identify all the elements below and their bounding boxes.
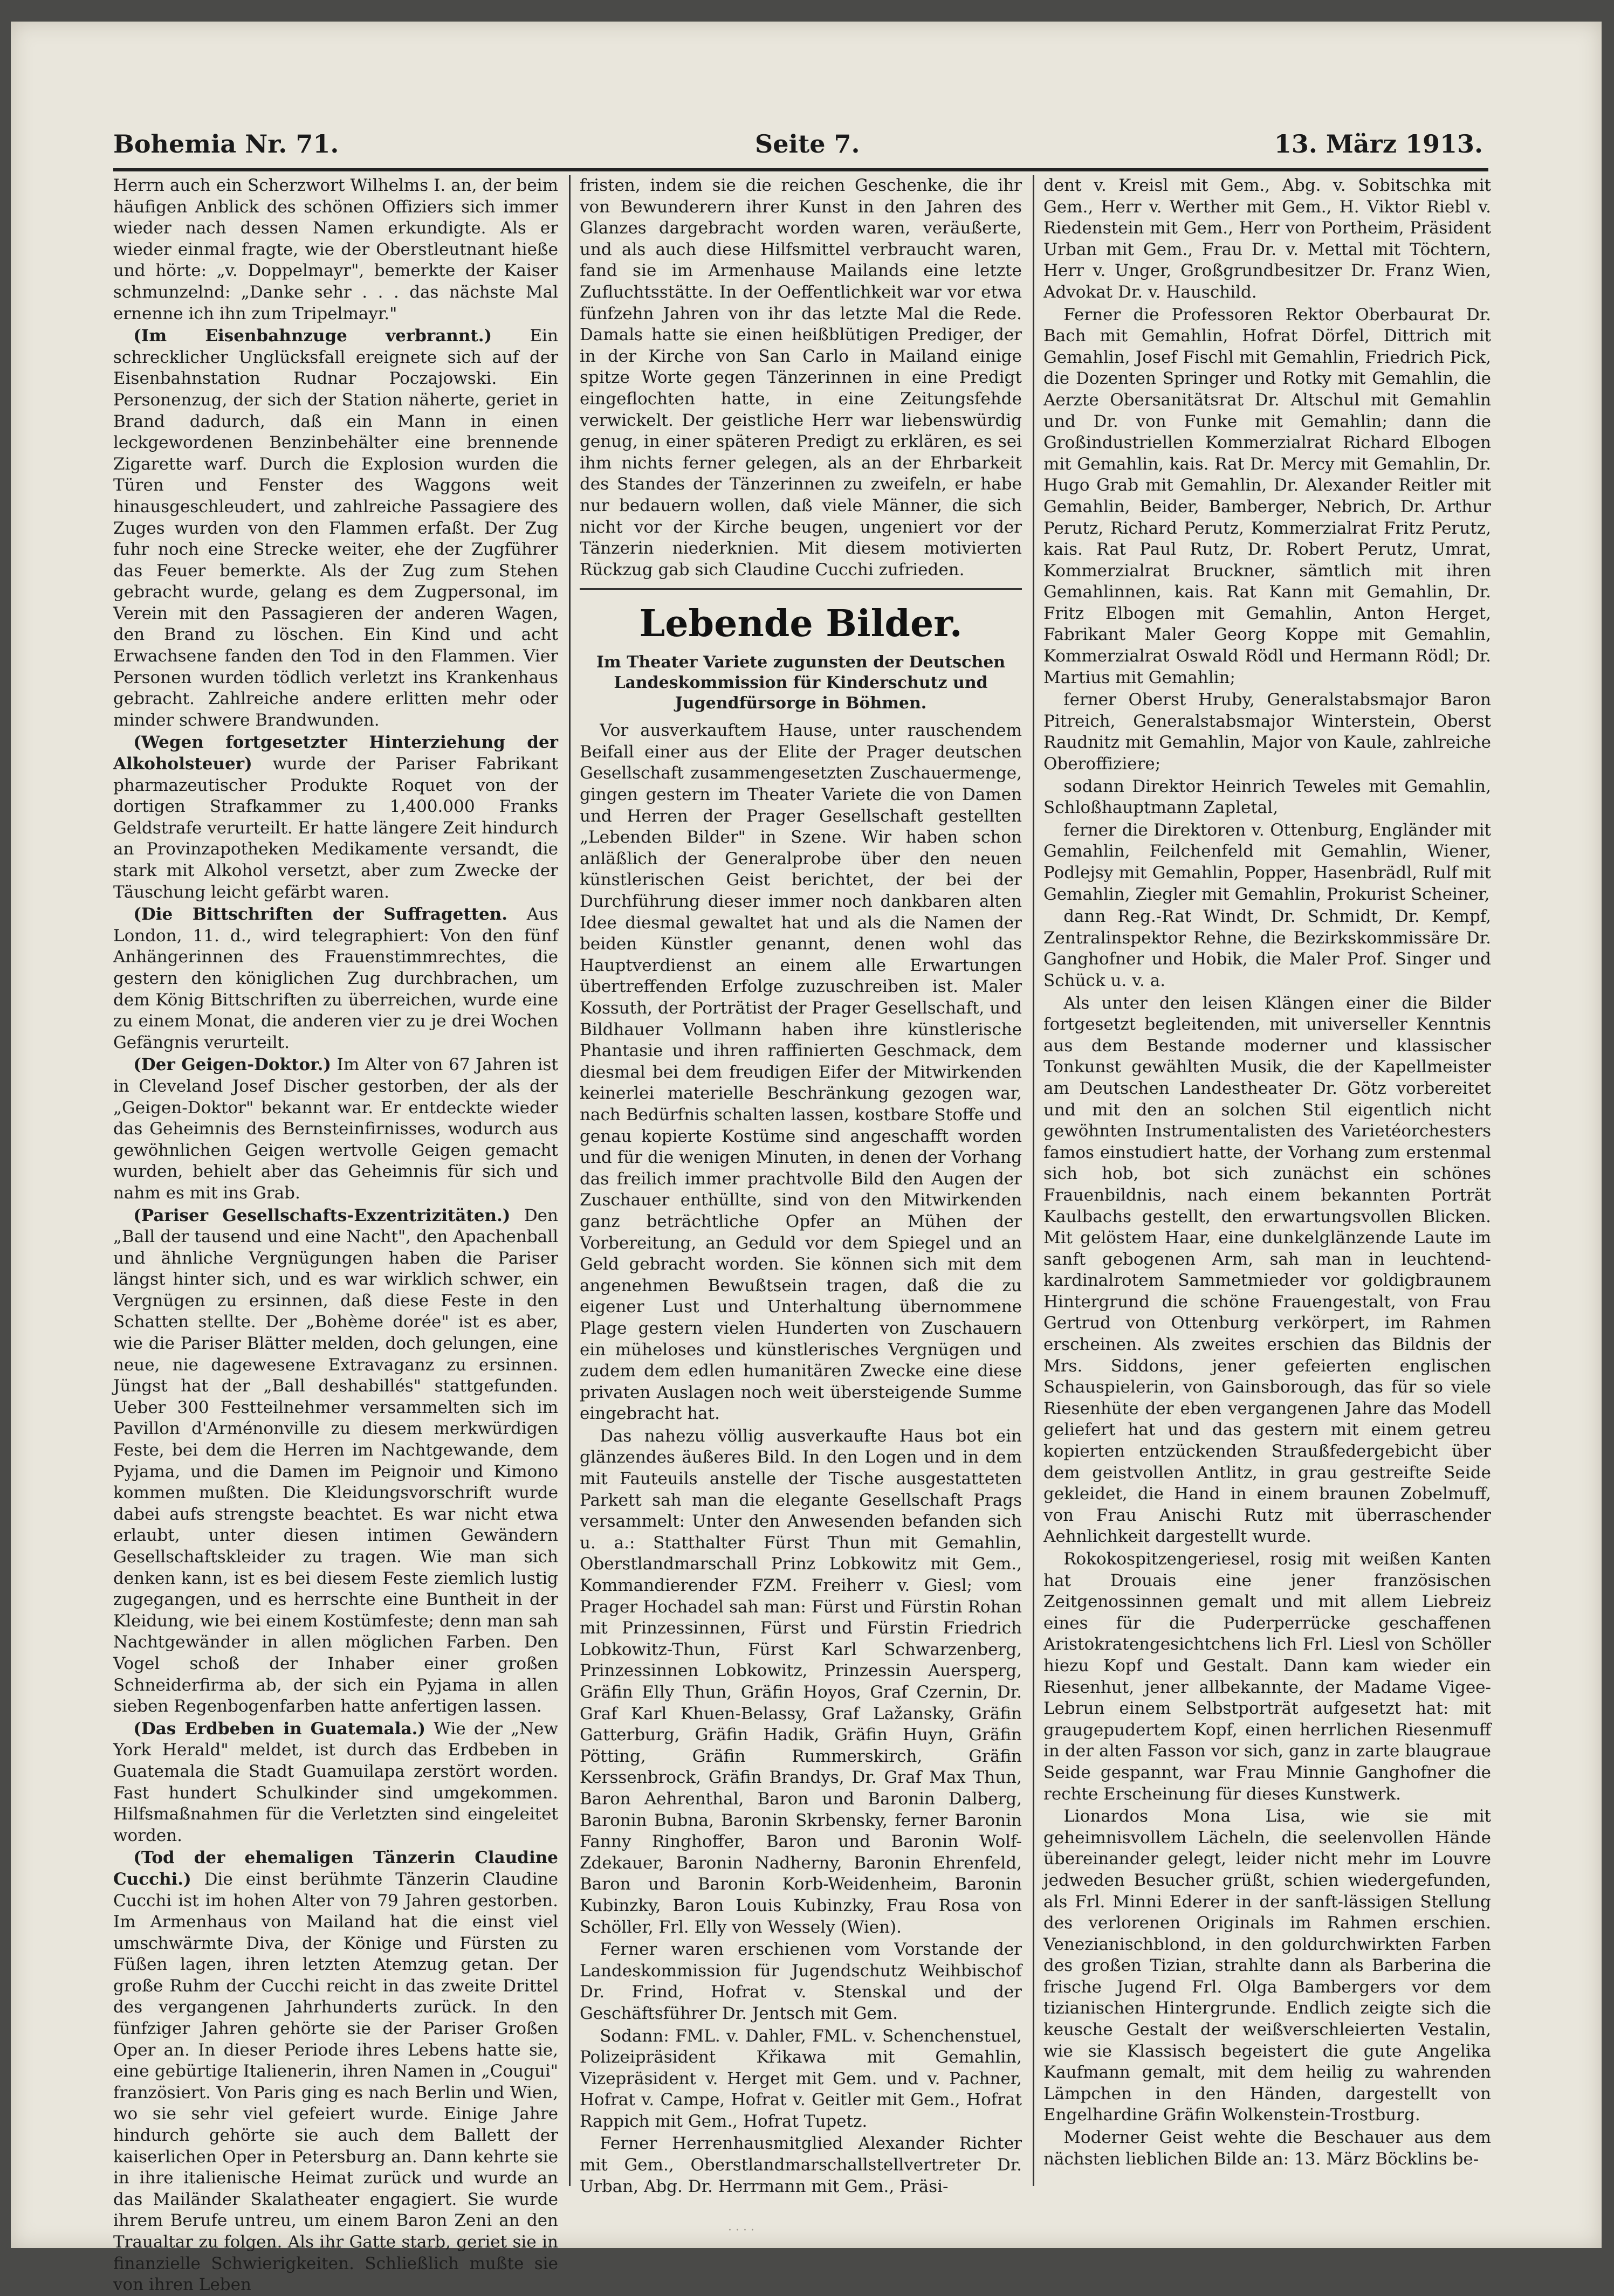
issue-date: 13. März 1913. xyxy=(1274,129,1483,158)
paragraph-text: Als unter den leisen Klängen einer die Bilder fortgesetzt begleitenden, mit universeller Kenntnis aus dem Bestande moderner und klassischer Tonkunst gewählten Musik, die der Kapellmeister am Deutschen Landestheater Dr. Götz vorbereitet und mit den an solchen Stil eigentlich nicht gewöhnten Instrumentalisten des Varietéorchesters famos einstudiert hatte, der Vorhang zum erstenmal sich hob, bot sich zunächst ein schönes Frauenbildnis, nach einem bekannten Porträt Kaulbachs gestellt, den erwartungsvollen Blicken. Mit gelöstem Haar, eine dunkelglänzende Laute im sanft gebogenen Arm, sah man in leuchtend-kardinalrotem Sammetmieder vor goldigbraunem Hintergrund die schöne Frauengestalt, von Frau Gertrud von Ottenburg verkörpert, im Rahmen erscheinen. Als zweites erschien das Bildnis der Mrs. Siddons, jener gefeierten englischen Schauspielerin, von Gainsborough, das für so viele Riesenhüte der eben vergangenen Jahre das Modell geliefert hat und das gestern mit einem getreu kopierten entzückenden Straußfedergebicht über dem geistvollen Antlitz, in grau gestreifte Seide gekleidet, die Hand in einem braunen Zobelmuff, von Frau Anischi Rutz mit überraschender Aehnlichkeit dargestellt wurde. xyxy=(1043,993,1491,1547)
paragraph-text: fristen, indem sie die reichen Geschenke, die ihr von Bewunderern ihrer Kunst in den Jahren des Glanzes dargebracht worden waren, veräußerte, und als auch diese Hilfsmittel verbraucht waren, fand sie im Armenhause Mailands eine letzte Zufluchtsstätte. In der Oeffentlichkeit war vor etwa fünfzehn Jahren von ihr das letzte Mal die Rede. Damals hatte sie einen heißblütigen Prediger, der in der Kirche von San Carlo in Mailand einige spitze Worte gegen Tänzerinnen in eine Predigt eingeflochten hatte, in eine Zeitungsfehde verwickelt. Der geistliche Herr war liebenswürdig genug, in einer späteren Predigt zu erklären, es sei ihm nichts ferner gelegen, als an der Ehrbarkeit des Standes der Tänzerinnen zu zweifeln, er habe nur bedauern wollen, daß viele Männer, die sich nicht vor der Kirche beugen, ungeniert vor der Tänzerin niederknien. Mit diesem motivierten Rückzug gab sich Claudine Cucchi zufrieden. xyxy=(580,176,1022,580)
paragraph-text: Den „Ball der tausend und eine Nacht", den Apachenball und ähnliche Vergnügungen haben die Pariser längst hinter sich, und es war wirklich schwer, ein Vergnügen zu ersinnen, daß diese Feste in den Schatten stellte. Der „Bohème dorée" ist es aber, wie die Pariser Blätter melden, doch gelungen, eine neue, nie dagewesene Extravaganz zu ersinnen. Jüngst hat der „Ball deshabillés" stattgefunden. Ueber 300 Festteilnehmer versammelten sich im Pavillon d'Arménonville zu diesem merkwürdigen Feste, bei dem die Herren im Nachtgewande, dem Pyjama, und die Damen im Peignoir und Kimono kommen mußten. Die Kleidungsvorschrift wurde dabei aufs strengste beachtet. Es war nicht etwa erlaubt, unter diesen intimen Gewändern Gesellschaftskleider zu tragen. Wie man sich denken kann, ist es bei diesem Feste ziemlich lustig zugegangen, und es herrschte eine Buntheit in der Kleidung, wie bei einem Kostümfeste; denn man sah Nachtgewänder in allen möglichen Farben. Den Vogel schoß der Inhaber einer großen Schneiderfirma ab, der sich ein Pyjama in allen sieben Regenbogenfarben hatte anfertigen lassen. xyxy=(113,1205,558,1716)
news-item xyxy=(113,1205,558,1718)
paragraph-text: Sodann: FML. v. Dahler, FML. v. Schenchenstuel, Polizeipräsident Křikawa mit Gemahlin, Vizepräsident v. Herget mit Gem. und v. Pachner, Hofrat v. Campe, Hofrat v. Geitler mit Gem., Hofrat Rappich mit Gem., Hofrat Tupetz. xyxy=(580,2026,1022,2131)
news-item-heading: (Der Geigen-Doktor.) xyxy=(133,1055,332,1075)
paragraph xyxy=(1043,993,1491,1548)
news-item-heading: (Im Eisenbahnzuge verbrannt.) xyxy=(133,326,492,346)
paragraph-text: ferner die Direktoren v. Ottenburg, Engländer mit Gemahlin, Feilchenfeld mit Gemahlin, Wiener, Podlejsy mit Gemahlin, Popper, Hasenbrädl, Rulf mit Gemahlin, Ziegler mit Gemahlin, Prokurist Scheiner, xyxy=(1043,820,1491,904)
news-item-heading: (Wegen fortgesetzter Hinterziehung der Alkoholsteuer) xyxy=(113,733,558,774)
news-item-heading: (Tod der ehemaligen Tänzerin Claudine Cucchi.) xyxy=(113,1848,558,1889)
column-3 xyxy=(1043,175,1491,2186)
paragraph-text: Ferner waren erschienen vom Vorstande der Landeskommission für Jugendschutz Weihbischof Dr. Frind, Hofrat v. Stenskal und der Geschäftsführer Dr. Jentsch mit Gem. xyxy=(580,1940,1022,2023)
column-1 xyxy=(113,175,559,2295)
paragraph xyxy=(580,1939,1022,2024)
paragraph-text: Aus London, 11. d., wird telegraphiert: Von den fünf Anhängerinnen des Frauenstimmrechtes, die gestern den königlichen Zug durchbrachen, um dem König Bittschriften zu überreichen, wurde eine zu einem Monat, die anderen vier zu je drei Wochen Gefängnis verurteilt. xyxy=(113,905,558,1052)
paragraph-text: Wie der „New York Herald" meldet, ist durch das Erdbeben in Guatemala die Stadt Guamuilapa zerstört worden. Fast hundert Schulkinder sind umgekommen. Hilfsmaßnahmen für die Verletzten sind eingeleitet worden. xyxy=(113,1719,559,1845)
paragraph xyxy=(1043,175,1491,304)
article-body xyxy=(580,720,1022,2197)
news-item xyxy=(113,1847,558,2295)
paragraph xyxy=(580,1426,1022,1938)
paragraph-text: dent v. Kreisl mit Gem., Abg. v. Sobitschka mit Gem., Herr v. Werther mit Gem., H. Viktor Riebl v. Riedenstein mit Gem., Herr von Portheim, Präsident Urban mit Gem., Frau Dr. v. Mettal mit Töchtern, Herr v. Unger, Großgrundbesitzer Dr. Franz Wien, Advokat Dr. v. Hauschild. xyxy=(1043,176,1491,302)
paragraph-text: Rokokospitzengeriesel, rosig mit weißen Kanten hat Drouais eine jener französischen Zeitgenossinnen gemalt und mit allem Liebreiz eines für die Puderperrücke geschaffenen Aristokratengesichtchens lich Frl. Liesl von Schöller hiezu Kopf und Gestalt. Dann kam wieder ein Riesenhut, jener allbekannte, der Madame Vigee-Lebrun einem Selbstporträt aufgesetzt hat: mit graugepudertem Kopf, einen herrlichen Riesenmuff in der alten Fasson vor sich, ganz in zarte blaugraue Seide gespannt, war Frau Minnie Ganghofner die rechte Erscheinung für dieses Kunstwerk. xyxy=(1043,1549,1491,1804)
news-item xyxy=(113,1719,558,1847)
paragraph xyxy=(113,175,558,325)
paragraph xyxy=(580,2026,1022,2133)
paragraph-text: Moderner Geist wehte die Beschauer aus dem nächsten lieblichen Bilde an: 13. März Böcklins be- xyxy=(1043,2128,1491,2169)
paragraph-text: Ein schrecklicher Unglücksfall ereignete sich auf der Eisenbahnstation Rudnar Poczajowski. Ein Personenzug, der sich der Station näherte, geriet in Brand dadurch, daß ein Mann in einen leckgewordenen Benzinbehälter eine brennende Zigarette warf. Durch die Explosion wurden die Türen und Fenster des Waggons weit hinausgeschleudert, und zahlreiche Passagiere des Zuges wurden von den Flammen erfaßt. Der Zug fuhr noch eine Strecke weiter, ehe der Zugführer das Feuer bemerkte. Als der Zug zum Stehen gebracht wurde, gelang es dem Zugpersonal, im Verein mit den Passagieren der anderen Wagen, den Brand zu löschen. Ein Kind und acht Erwachsene fanden den Tod in den Flammen. Vier Personen wurden tödlich verletzt ins Krankenhaus gebracht. Zahlreiche andere erlitten mehr oder minder schwere Brandwunden. xyxy=(113,326,558,730)
paragraph-text: sodann Direktor Heinrich Teweles mit Gemahlin, Schloßhauptmann Zapletal, xyxy=(1043,776,1491,818)
paragraph-text: Vor ausverkauftem Hause, unter rauschendem Beifall einer aus der Elite der Prager deutschen Gesellschaft zusammengesetzten Zuschauermenge, gingen gestern im Theater Variete die von Damen und Herren der Prager Gesellschaft gestellten „Lebenden Bilder" in Szene. Wir haben schon anläßlich der Generalprobe über den neuen künstlerischen Geist berichtet, der bei der Durchführung dieser immer noch dankbaren alten Idee diesmal gewaltet hat und als die Namen der beiden Künstler genannt, denen wohl das Hauptverdienst an einem alle Erwartungen übertreffenden Erfolge zuzuschreiben ist. Maler Kossuth, der Porträtist der Prager Gesellschaft, und Bildhauer Vollmann haben ihre künstlerische Phantasie und ihren raffinierten Geschmack, dem diesmal bei dem freudigen Eifer der Mitwirkenden keinerlei materielle Beschränkung gezogen war, nach Bedürfnis schalten lassen, kostbare Stoffe und genau kopierte Kostüme sind angeschafft worden und für die wenigen Minuten, in denen der Vorhang das freilich immer prachtvolle Bild den Augen der Zuschauer enthüllte, sind von den Mitwirkenden ganz beträchtliche Opfer an Mühen der Vorbereitung, an Geduld vor dem Spiegel und an Geld gebracht worden. Sie können sich mit dem angenehmen Bewußtsein tragen, daß die zu eigener Lust und Unterhaltung übernommene Plage gestern vielen Hunderten von Zuschauern ein müheloses und künstlerisches Vergnügen und zudem dem edlen humanitären Zwecke eine diese privaten Auslagen noch weit übersteigende Summe eingebracht hat. xyxy=(580,721,1022,1424)
news-item-heading: (Pariser Gesellschafts-Exzentrizitäten.) xyxy=(133,1205,511,1225)
newspaper-page xyxy=(11,22,1602,2295)
column-2 xyxy=(580,175,1022,2196)
news-item xyxy=(113,326,558,731)
paragraph xyxy=(580,2133,1022,2197)
paragraph xyxy=(1043,2127,1491,2170)
masthead xyxy=(113,121,1483,170)
page-footer-mark: · · · · xyxy=(728,2224,754,2237)
paragraph xyxy=(1043,776,1491,819)
section-divider xyxy=(580,588,1022,590)
paragraph-text: Herrn auch ein Scherzwort Wilhelms I. an, der beim häufigen Anblick des schönen Offiziers sich immer wieder nach dessen Namen erkundigte. Als er wieder einmal fragte, wie der Oberstleutnant hieße und hörte: „v. Doppelmayr", bemerkte der Kaiser schmunzelnd: „Danke sehr . . . das nächste Mal ernenne ich ihn zum Tripelmayr." xyxy=(113,176,558,323)
paragraph-text: Lionardos Mona Lisa, wie sie mit geheimnisvollem Lächeln, die seelenvollen Hände übereinander gelegt, leider nicht mehr im Louvre jedweden Besucher grüßt, schien wiedergefunden, als Frl. Minni Ederer in der sanft-lässigen Stellung des verlorenen Originals im Rahmen erschien. Venezianischblond, in den goldurchwirkten Farben des großen Tizian, strahlte dann als Barberina die frische Jugend Frl. Olga Bambergers vor dem tizianischen Hintergrunde. Endlich zeigte sich die keusche Gestalt der weißverschleierten Vestalin, wie sie Klassisch begeistert die gute Angelika Kaufmann gemalt, mit dem heilig zu wahrenden Lämpchen in den Händen, dargestellt von Engelhardine Gräfin Wolkenstein-Trostburg. xyxy=(1043,1807,1491,2125)
paragraph-text: Das nahezu völlig ausverkaufte Haus bot ein glänzendes äußeres Bild. In den Logen und in dem mit Fauteuils anstelle der Tische ausgestatteten Parkett sah man die elegante Gesellschaft Prags versammelt: Unter den Anwesenden befanden sich u. a.: Statthalter Fürst Thun mit Gemahlin, Oberstlandmarschall Prinz Lobkowitz mit Gem., Kommandierender FZM. Freiherr v. Giesl; vom Prager Hochadel sah man: Fürst und Fürstin Rohan mit Prinzessinnen, Fürst und Fürstin Friedrich Lobkowitz-Thun, Fürst Karl Schwarzenberg, Prinzessinnen Lobkowitz, Prinzessin Auersperg, Gräfin Elly Thun, Gräfin Hoyos, Graf Czernin, Dr. Graf Karl Khuen-Belassy, Graf Lažansky, Gräfin Gatterburg, Gräfin Hadik, Gräfin Huyn, Gräfin Pötting, Gräfin Rummerskirch, Gräfin Kerssenbrock, Gräfin Brandys, Dr. Graf Max Thun, Baron Aehrenthal, Baron und Baronin Dalberg, Baronin Bubna, Baronin Skrbensky, ferner Baronin Fanny Ringhoffer, Baron und Baronin Wolf-Zdekauer, Baronin Nadherny, Baronin Ehrenfeld, Baron und Baronin Korb-Weidenheim, Baronin Kubinzky, Baron Louis Kubinzky, Frau Rosa von Schöller, Frl. Elly von Wessely (Wien). xyxy=(580,1426,1022,1937)
column-divider xyxy=(1033,175,1034,2186)
paragraph xyxy=(580,720,1022,1425)
paragraph xyxy=(1043,820,1491,905)
paragraph-text: Im Alter von 67 Jahren ist in Cleveland Josef Discher gestorben, der als der „Geigen-Doktor" bekannt war. Er entdeckte wieder das Geheimnis des Bernsteinfirnisses, wodurch aus gewöhnlichen Geigen wertvolle Geigen gemacht wurden, behielt aber das Geheimnis für sich und nahm es mit ins Grab. xyxy=(113,1055,558,1203)
news-item xyxy=(113,732,558,903)
column-divider xyxy=(569,175,571,2186)
paragraph xyxy=(1043,906,1491,991)
news-item-heading: (Das Erdbeben in Guatemala.) xyxy=(133,1719,426,1739)
article-headline: Lebende Bilder. xyxy=(639,602,963,646)
paragraph-text: Ferner Herrenhausmitglied Alexander Richter mit Gem., Oberstlandmarschallstellvertreter Dr. Urban, Abg. Dr. Herrmann mit Gem., Präsi- xyxy=(580,2134,1022,2196)
paragraph xyxy=(580,175,1022,581)
news-item xyxy=(113,904,558,1053)
paragraph xyxy=(1043,690,1491,775)
header-rule xyxy=(113,168,1488,171)
news-item xyxy=(113,1054,558,1204)
paragraph xyxy=(1043,1806,1491,2126)
masthead-title: Bohemia Nr. 71. xyxy=(113,129,339,158)
news-item-heading: (Die Bittschriften der Suffragetten. xyxy=(133,905,508,925)
paragraph xyxy=(1043,305,1491,689)
paragraph xyxy=(1043,1549,1491,1805)
column-2-continued-text xyxy=(580,175,1022,581)
paragraph-text: wurde der Pariser Fabrikant pharmazeutischer Produkte Roquet von der dortigen Strafkammer zu 1,400.000 Franks Geldstrafe verurteilt. Er hatte längere Zeit hindurch an Provinzapotheken Medikamente versandt, die stark mit Alkohol versetzt, aber zum Zwecke der Täuschung leicht gefärbt waren. xyxy=(113,754,558,902)
paragraph-text: Die einst berühmte Tänzerin Claudine Cucchi ist im hohen Alter von 79 Jahren gestorben. Im Armenhaus von Mailand hat die einst viel umschwärmte Diva, der Könige und Fürsten zu Füßen lagen, ihren letzten Atemzug getan. Der große Ruhm der Cucchi reicht in das zweite Drittel des vergangenen Jahrhunderts zurück. In den fünfziger Jahren gehörte sie der Pariser Großen Oper an. In dieser Periode ihres Lebens hatte sie, eine gebürtige Italienerin, ihren Namen in „Cougui" französiert. Von Paris ging es nach Berlin und Wien, wo sie sehr viel gefeiert wurde. Einige Jahre hindurch gehörte sie auch dem Ballett der kaiserlichen Oper in Petersburg an. Dann kehrte sie in ihre italienische Heimat zurück und wurde an das Mailänder Skalatheater engagiert. Sie wurde ihrem Berufe untreu, um einem Baron Zeni an den Traualtar zu folgen. Als ihr Gatte starb, geriet sie in finanzielle Schwierigkeiten. Schließlich mußte sie von ihren Leben xyxy=(113,1869,558,2295)
article-subhead: Im Theater Variete zugunsten der Deutschen Landeskommission für Kinderschutz und Jugendfürsorge in Böhmen. xyxy=(596,653,1006,713)
page-number: Seite 7. xyxy=(755,129,860,158)
paragraph-text: dann Reg.-Rat Windt, Dr. Schmidt, Dr. Kempf, Zentralinspektor Rehne, die Bezirkskommissäre Dr. Ganghofner und Hobik, die Maler Prof. Singer und Schück u. v. a. xyxy=(1043,907,1491,990)
paragraph-text: Ferner die Professoren Rektor Oberbaurat Dr. Bach mit Gemahlin, Hofrat Dörfel, Dittrich mit Gemahlin, Josef Fischl mit Gemahlin, Friedrich Pick, die Dozenten Springer und Rotky mit Gemahlin, die Aerzte Obersanitätsrat Dr. Altschul mit Gemahlin und Dr. von Funke mit Gemahlin; dann die Großindustriellen Kommerzialrat Richard Elbogen mit Gemahlin, kais. Rat Dr. Mercy mit Gemahlin, Dr. Hugo Grab mit Gemahlin, Dr. Alexander Reitler mit Gemahlin, Beider, Bamberger, Nebrich, Dr. Arthur Perutz, Richard Perutz, Kommerzialrat Fritz Perutz, kais. Rat Paul Rutz, Dr. Robert Perutz, Umrat, Kommerzialrat Bruckner, sämtlich mit ihren Gemahlinnen, kais. Rat Kann mit Gemahlin, Dr. Fritz Elbogen mit Gemahlin, Anton Herget, Fabrikant Maler Georg Koppe mit Gemahlin, Kommerzialrat Oswald Rödl und Hermann Rödl; Dr. Martius mit Gemahlin; xyxy=(1043,305,1491,687)
paragraph-text: ferner Oberst Hruby, Generalstabsmajor Baron Pitreich, Generalstabsmajor Winterstein, Oberst Raudnitz mit Gemahlin, Major von Kaule, zahlreiche Oberoffiziere; xyxy=(1043,690,1491,774)
